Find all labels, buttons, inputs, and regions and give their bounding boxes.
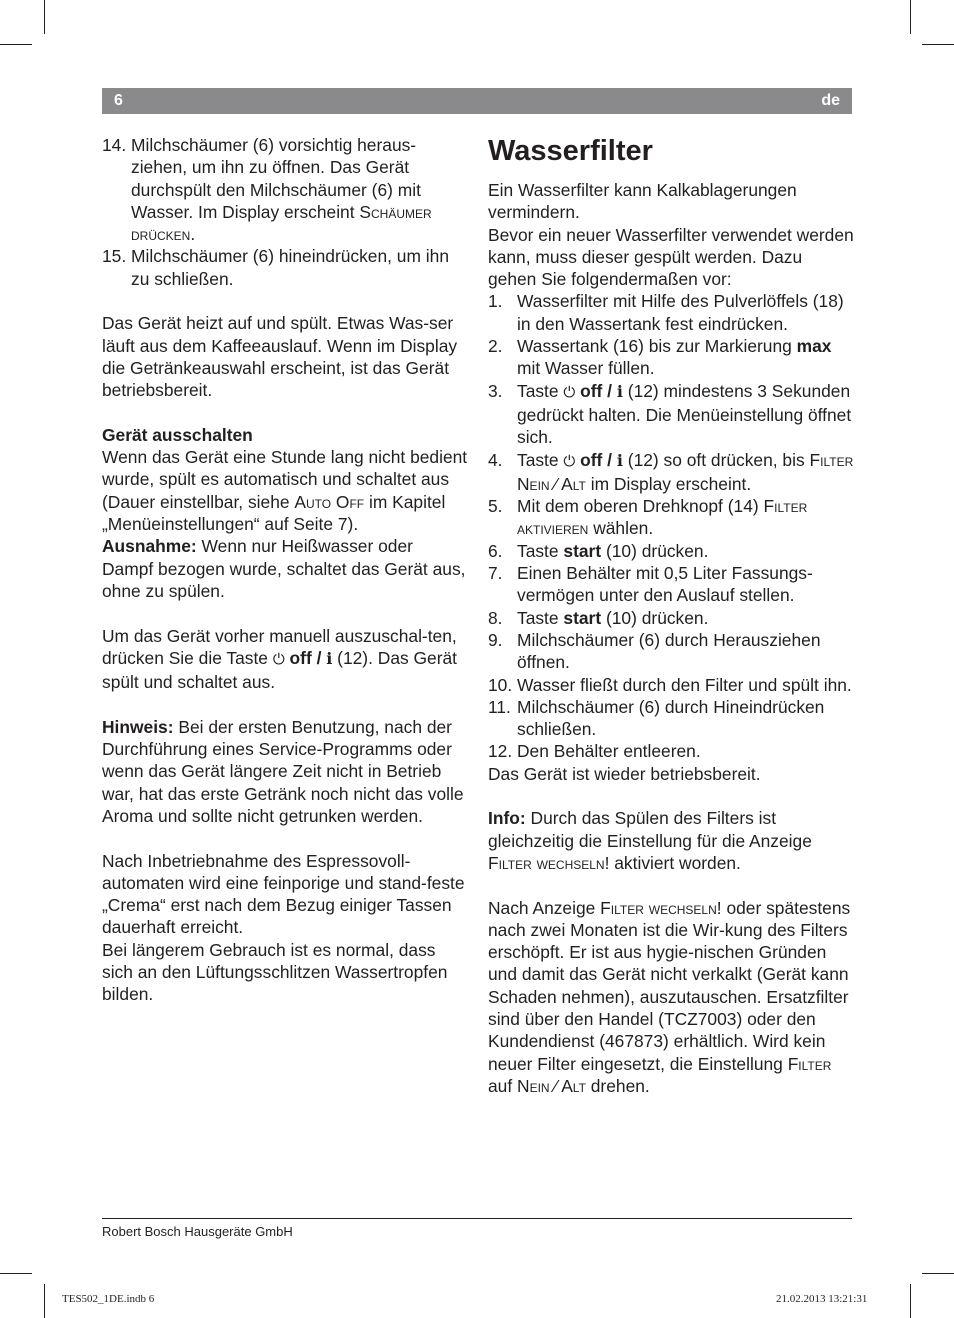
list-item xyxy=(488,740,854,762)
item-number: 4. xyxy=(488,449,503,470)
text: Bei der ersten Benutzung, nach der Durchführung eines Service-Programms oder wenn das Gerät längere Zeit nicht in Betrieb war, hat das erste Getränk noch nicht das volle Aroma und sollte nicht getrunken werden. xyxy=(102,716,464,826)
item-number: 12. xyxy=(488,741,513,762)
display-message: Filter wechseln! xyxy=(488,852,610,873)
text: Wenn nur Heißwasser oder Dampf bezogen wurde, schaltet das Gerät aus, ohne zu spülen. xyxy=(102,536,466,601)
power-icon: ⏻ xyxy=(563,383,576,401)
item-number: 3. xyxy=(488,380,503,401)
crop-mark xyxy=(922,1273,954,1274)
crop-mark xyxy=(0,1273,32,1274)
crop-mark xyxy=(44,1284,45,1318)
text: Taste xyxy=(517,380,559,401)
print-slug-file: TES502_1DE.indb 6 xyxy=(62,1293,155,1305)
list-item xyxy=(488,449,854,496)
bold-text: start xyxy=(563,607,602,628)
label: Hinweis: xyxy=(102,716,174,737)
list-item xyxy=(488,674,854,696)
label: Ausnahme: xyxy=(102,536,197,557)
list-item xyxy=(488,495,854,540)
info-icon: i xyxy=(616,381,623,401)
crop-mark xyxy=(44,0,45,34)
text: (12). Das Gerät spült und schaltet aus. xyxy=(102,647,458,693)
item-text: Wasserfilter mit Hilfe des Pulverlöffels (18) in den Wassertank fest eindrücken. xyxy=(517,291,844,334)
list-item xyxy=(488,335,854,380)
text: Wassertank (16) bis zur Markierung xyxy=(517,336,792,357)
list-item xyxy=(488,629,854,674)
item-number: 5. xyxy=(488,496,503,517)
section-title: Wasserfilter xyxy=(488,135,653,167)
text: im Kapitel „Menüeinstellungen“ auf Seite 7). xyxy=(102,491,446,535)
key-label: off / xyxy=(580,380,613,401)
crop-mark xyxy=(910,1284,911,1318)
footer-company: Robert Bosch Hausgeräte GmbH xyxy=(102,1224,293,1239)
label: Info: xyxy=(488,808,526,829)
paragraph xyxy=(102,446,468,535)
text: (10) drücken. xyxy=(605,607,709,628)
item-number: 10. xyxy=(488,674,513,695)
item-number: 11. xyxy=(488,696,511,717)
crop-mark xyxy=(910,0,911,34)
section-heading: Gerät ausschalten xyxy=(102,424,253,445)
page-header-bar xyxy=(102,88,852,114)
paragraph xyxy=(102,716,468,827)
item-text: Wasser fließt durch den Filter und spült ihn. xyxy=(517,674,852,695)
print-slug-date: 21.02.2013 13:21:31 xyxy=(776,1293,868,1305)
item-number: 9. xyxy=(488,629,503,650)
display-message: Nein ⁄ Alt xyxy=(517,1075,586,1096)
display-message: Filter Nein ⁄ Alt xyxy=(517,449,854,494)
list-item xyxy=(488,696,854,741)
paragraph: Bei längerem Gebrauch ist es normal, dass sich an den Lüftungsschlitzen Wassertropfen bilden. xyxy=(102,939,448,1005)
text: Wenn das Gerät eine Stunde lang nicht bedient wurde, spült es automatisch und schaltet aus (Dauer einstellbar, siehe xyxy=(102,447,468,512)
list-item xyxy=(488,380,854,449)
text: (12) mindestens 3 Sekunden gedrückt halten. Die Menüeinstellung öffnet sich. xyxy=(517,380,852,448)
display-message: Auto Off xyxy=(294,491,365,512)
text: Mit dem oberen Drehknopf (14) xyxy=(517,496,759,517)
paragraph xyxy=(102,625,468,694)
text: mit Wasser füllen. xyxy=(517,358,655,379)
item-number: 15. xyxy=(102,246,127,267)
paragraph: Nach Inbetriebnahme des Espressovoll-automaten wird eine feinporige und stand-feste „Crema“ erst nach dem Bezug einiger Tassen dauerhaft erreicht. xyxy=(102,850,465,938)
text: Durch das Spülen des Filters ist gleichzeitig die Einstellung für die Anzeige xyxy=(488,808,812,851)
list-item xyxy=(488,540,854,562)
paragraph: Das Gerät heizt auf und spült. Etwas Was-ser läuft aus dem Kaffeeauslauf. Wenn im Display die Getränkeauswahl erscheint, ist das Gerät betriebsbereit. xyxy=(102,313,458,401)
bold-text: start xyxy=(563,540,602,561)
list-item: 14. Milchschäumer (6) vorsichtig heraus-ziehen, um ihn zu öffnen. Das Gerät durchspült den Milchschäumer (6) mit Wasser. Im Display erscheint Schäumer drücken. xyxy=(102,135,432,245)
item-number: 14. xyxy=(102,135,127,155)
text: Taste xyxy=(517,449,559,470)
paragraph xyxy=(102,535,468,602)
text: wählen. xyxy=(593,518,654,539)
item-number: 8. xyxy=(488,607,503,628)
crop-mark xyxy=(922,44,954,45)
text: (12) so oft drücken, bis xyxy=(627,449,805,470)
display-message: Filter wechseln! xyxy=(600,897,722,918)
item-number: 2. xyxy=(488,336,503,357)
right-column xyxy=(488,134,854,1097)
item-text: Milchschäumer (6) durch Herausziehen öffnen. xyxy=(517,629,821,673)
item-text: Milchschäumer (6) durch Hineindrücken schließen. xyxy=(517,696,825,740)
key-label: off / xyxy=(580,449,613,470)
info-icon: i xyxy=(326,648,333,668)
page-number: 6 xyxy=(114,92,123,109)
left-column xyxy=(102,134,468,1006)
paragraph: Ein Wasserfilter kann Kalkablagerungen vermindern. xyxy=(488,180,797,223)
key-label: off / xyxy=(289,647,322,668)
text: Nach Anzeige xyxy=(488,897,596,918)
text: aktiviert worden. xyxy=(614,852,741,873)
list-item xyxy=(488,562,854,607)
language-code: de xyxy=(821,92,840,109)
text: im Display erscheint. xyxy=(590,473,752,494)
bold-text: max xyxy=(796,336,832,357)
item-text: Den Behälter entleeren. xyxy=(517,741,701,762)
text: Taste xyxy=(517,540,559,561)
power-icon: ⏻ xyxy=(272,650,285,668)
item-text: Milchschäumer (6) hineindrücken, um ihn zu schließen. xyxy=(131,246,449,289)
item-number: 1. xyxy=(488,291,503,312)
paragraph xyxy=(488,897,854,1098)
list-item xyxy=(102,245,468,290)
power-icon: ⏻ xyxy=(563,452,576,470)
item-text: Milchschäumer (6) vorsichtig heraus-ziehen, um ihn zu öffnen. Das Gerät durchspült den Milchschäumer (6) mit Wasser. Im Display erscheint xyxy=(131,135,421,222)
display-message: Filter aktivieren xyxy=(517,496,808,539)
info-icon: i xyxy=(616,450,623,470)
paragraph: Bevor ein neuer Wasserfilter verwendet werden kann, muss dieser gespült werden. Dazu gehen Sie folgendermaßen vor: xyxy=(488,224,854,290)
item-number: 7. xyxy=(488,563,503,584)
paragraph: Das Gerät ist wieder betriebsbereit. xyxy=(488,763,761,784)
text: oder spätestens nach zwei Monaten ist die Wir-kung des Filters erschöpft. Er ist aus hygie-nischen Gründen und damit das Gerät nicht verkalkt (Gerät kann Schaden nehmen), auszutauschen. Ersatzfilter sind über den Handel (TCZ7003) oder den Kundendienst (467873) erhältlich. Wird kein neuer Filter eingesetzt, die Einstellung xyxy=(488,897,851,1074)
text: Um das Gerät vorher manuell auszuschal-ten, drücken Sie die Taste xyxy=(102,625,457,668)
text: auf xyxy=(488,1075,513,1096)
paragraph xyxy=(488,807,854,874)
crop-mark xyxy=(0,44,32,45)
item-text: Einen Behälter mit 0,5 Liter Fassungs-vermögen unter den Auslauf stellen. xyxy=(517,563,813,606)
item-number: 6. xyxy=(488,540,503,561)
text: (10) drücken. xyxy=(605,540,709,561)
display-message: Filter xyxy=(787,1053,832,1074)
list-item xyxy=(488,290,854,335)
footer-divider xyxy=(102,1218,852,1219)
list-item xyxy=(488,607,854,629)
display-message: Schäumer drücken xyxy=(131,201,432,245)
text: drehen. xyxy=(590,1075,650,1096)
text: Taste xyxy=(517,607,559,628)
